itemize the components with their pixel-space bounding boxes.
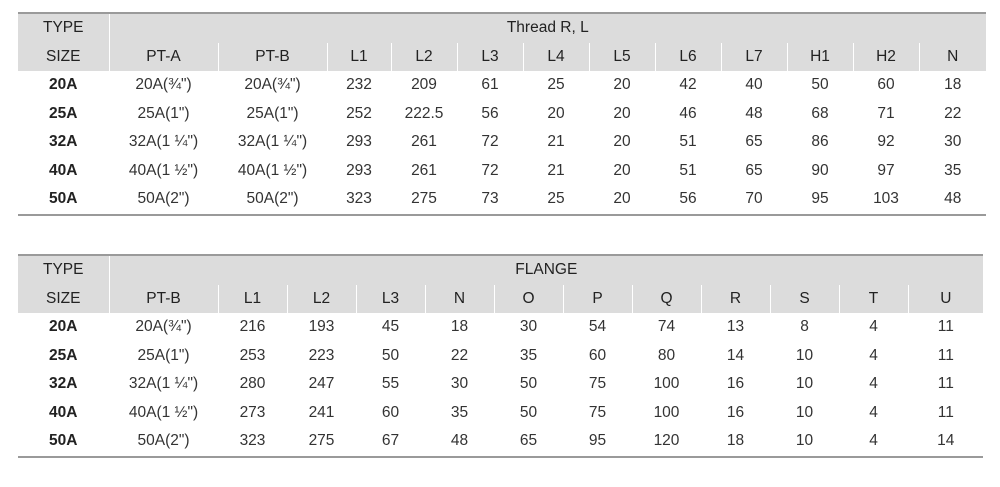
value-cell: 20 bbox=[589, 185, 655, 215]
type-header-row bbox=[18, 255, 983, 285]
value-cell: 32A(1 ¼") bbox=[109, 370, 218, 399]
value-cell: 4 bbox=[839, 313, 908, 342]
size-label: SIZE bbox=[18, 285, 109, 314]
column-header: L3 bbox=[356, 285, 425, 314]
value-cell: 42 bbox=[655, 71, 721, 100]
size-cell: 25A bbox=[49, 104, 78, 122]
table-row bbox=[18, 370, 983, 399]
value-cell: 232 bbox=[327, 71, 391, 100]
value-cell: 40A(1 ½") bbox=[109, 157, 218, 186]
column-header: P bbox=[563, 285, 632, 314]
table-row bbox=[18, 71, 986, 100]
value-cell: 4 bbox=[839, 399, 908, 428]
value-cell: 56 bbox=[457, 100, 523, 129]
value-cell: 60 bbox=[853, 71, 919, 100]
value-cell: 30 bbox=[425, 370, 494, 399]
column-header: S bbox=[770, 285, 839, 314]
value-cell: 75 bbox=[563, 399, 632, 428]
column-header: L7 bbox=[721, 43, 787, 72]
value-cell: 51 bbox=[655, 157, 721, 186]
value-cell: 11 bbox=[908, 342, 983, 371]
value-cell: 21 bbox=[523, 128, 589, 157]
value-cell: 32A(1 ¼") bbox=[218, 128, 327, 157]
size-cell: 40A bbox=[49, 403, 78, 421]
thread-spec-table bbox=[18, 12, 986, 216]
size-cell: 25A bbox=[49, 346, 78, 364]
value-cell: 10 bbox=[770, 370, 839, 399]
value-cell: 80 bbox=[632, 342, 701, 371]
value-cell: 4 bbox=[839, 370, 908, 399]
value-cell: 48 bbox=[721, 100, 787, 129]
column-header: R bbox=[701, 285, 770, 314]
value-cell: 65 bbox=[494, 427, 563, 457]
value-cell: 65 bbox=[721, 128, 787, 157]
size-cell: 32A bbox=[49, 133, 78, 151]
value-cell: 65 bbox=[721, 157, 787, 186]
value-cell: 50 bbox=[494, 370, 563, 399]
value-cell: 90 bbox=[787, 157, 853, 186]
value-cell: 51 bbox=[655, 128, 721, 157]
column-header: H1 bbox=[787, 43, 853, 72]
value-cell: 25A(1") bbox=[218, 100, 327, 129]
value-cell: 48 bbox=[919, 185, 986, 215]
table-row bbox=[18, 342, 983, 371]
size-cell: 20A bbox=[49, 318, 78, 336]
table-row bbox=[18, 128, 986, 157]
value-cell: 16 bbox=[701, 399, 770, 428]
value-cell: 10 bbox=[770, 427, 839, 457]
column-header: U bbox=[908, 285, 983, 314]
value-cell: 35 bbox=[425, 399, 494, 428]
type-label: TYPE bbox=[18, 13, 109, 43]
size-label: SIZE bbox=[18, 43, 109, 72]
size-cell: 40A bbox=[49, 161, 78, 179]
value-cell: 74 bbox=[632, 313, 701, 342]
value-cell: 97 bbox=[853, 157, 919, 186]
type-label: TYPE bbox=[18, 255, 109, 285]
table-row bbox=[18, 157, 986, 186]
column-header: L3 bbox=[457, 43, 523, 72]
value-cell: 72 bbox=[457, 157, 523, 186]
value-cell: 22 bbox=[425, 342, 494, 371]
column-header: PT-A bbox=[109, 43, 218, 72]
column-header: PT-B bbox=[109, 285, 218, 314]
value-cell: 61 bbox=[457, 71, 523, 100]
value-cell: 20 bbox=[589, 100, 655, 129]
type-header-row bbox=[18, 13, 986, 43]
value-cell: 11 bbox=[908, 370, 983, 399]
column-header: L1 bbox=[327, 43, 391, 72]
column-header: L2 bbox=[391, 43, 457, 72]
flange-spec-table bbox=[18, 254, 983, 458]
value-cell: 20 bbox=[589, 128, 655, 157]
value-cell: 103 bbox=[853, 185, 919, 215]
value-cell: 60 bbox=[356, 399, 425, 428]
value-cell: 25 bbox=[523, 185, 589, 215]
column-header: Q bbox=[632, 285, 701, 314]
value-cell: 18 bbox=[701, 427, 770, 457]
value-cell: 25 bbox=[523, 71, 589, 100]
value-cell: 35 bbox=[494, 342, 563, 371]
value-cell: 72 bbox=[457, 128, 523, 157]
value-cell: 247 bbox=[287, 370, 356, 399]
column-header: T bbox=[839, 285, 908, 314]
value-cell: 275 bbox=[391, 185, 457, 215]
value-cell: 86 bbox=[787, 128, 853, 157]
value-cell: 95 bbox=[787, 185, 853, 215]
column-header: N bbox=[919, 43, 986, 72]
column-header: L4 bbox=[523, 43, 589, 72]
value-cell: 14 bbox=[701, 342, 770, 371]
table-row bbox=[18, 399, 983, 428]
value-cell: 40A(1 ½") bbox=[218, 157, 327, 186]
value-cell: 70 bbox=[721, 185, 787, 215]
size-cell: 20A bbox=[49, 76, 78, 94]
value-cell: 252 bbox=[327, 100, 391, 129]
value-cell: 293 bbox=[327, 128, 391, 157]
table-row bbox=[18, 185, 986, 215]
value-cell: 48 bbox=[425, 427, 494, 457]
column-header: L6 bbox=[655, 43, 721, 72]
value-cell: 14 bbox=[908, 427, 983, 457]
value-cell: 25A(1") bbox=[109, 342, 218, 371]
value-cell: 20A(¾") bbox=[218, 71, 327, 100]
value-cell: 75 bbox=[563, 370, 632, 399]
value-cell: 222.5 bbox=[391, 100, 457, 129]
value-cell: 8 bbox=[770, 313, 839, 342]
value-cell: 273 bbox=[218, 399, 287, 428]
value-cell: 50 bbox=[494, 399, 563, 428]
size-cell: 50A bbox=[18, 185, 109, 215]
type-value: Thread R, L bbox=[109, 13, 986, 43]
column-header: PT-B bbox=[218, 43, 327, 72]
column-header: L1 bbox=[218, 285, 287, 314]
value-cell: 50A(2") bbox=[218, 185, 327, 215]
value-cell: 13 bbox=[701, 313, 770, 342]
value-cell: 55 bbox=[356, 370, 425, 399]
value-cell: 10 bbox=[770, 342, 839, 371]
value-cell: 50 bbox=[356, 342, 425, 371]
size-cell: 50A bbox=[18, 427, 109, 457]
value-cell: 216 bbox=[218, 313, 287, 342]
value-cell: 100 bbox=[632, 399, 701, 428]
value-cell: 32A(1 ¼") bbox=[109, 128, 218, 157]
value-cell: 11 bbox=[908, 399, 983, 428]
value-cell: 40A(1 ½") bbox=[109, 399, 218, 428]
value-cell: 261 bbox=[391, 157, 457, 186]
value-cell: 241 bbox=[287, 399, 356, 428]
value-cell: 45 bbox=[356, 313, 425, 342]
column-header: L2 bbox=[287, 285, 356, 314]
value-cell: 100 bbox=[632, 370, 701, 399]
value-cell: 22 bbox=[919, 100, 986, 129]
table-row bbox=[18, 100, 986, 129]
value-cell: 71 bbox=[853, 100, 919, 129]
value-cell: 4 bbox=[839, 342, 908, 371]
value-cell: 21 bbox=[523, 157, 589, 186]
value-cell: 20A(¾") bbox=[109, 313, 218, 342]
value-cell: 50A(2") bbox=[109, 427, 218, 457]
value-cell: 60 bbox=[563, 342, 632, 371]
value-cell: 280 bbox=[218, 370, 287, 399]
value-cell: 56 bbox=[655, 185, 721, 215]
value-cell: 11 bbox=[908, 313, 983, 342]
column-header: L5 bbox=[589, 43, 655, 72]
value-cell: 67 bbox=[356, 427, 425, 457]
value-cell: 193 bbox=[287, 313, 356, 342]
column-header: N bbox=[425, 285, 494, 314]
value-cell: 120 bbox=[632, 427, 701, 457]
value-cell: 50A(2") bbox=[109, 185, 218, 215]
value-cell: 253 bbox=[218, 342, 287, 371]
value-cell: 20 bbox=[523, 100, 589, 129]
value-cell: 46 bbox=[655, 100, 721, 129]
column-header-row bbox=[18, 285, 983, 314]
table-row bbox=[18, 313, 983, 342]
value-cell: 16 bbox=[701, 370, 770, 399]
value-cell: 30 bbox=[919, 128, 986, 157]
value-cell: 261 bbox=[391, 128, 457, 157]
value-cell: 323 bbox=[327, 185, 391, 215]
value-cell: 35 bbox=[919, 157, 986, 186]
column-header: O bbox=[494, 285, 563, 314]
value-cell: 18 bbox=[919, 71, 986, 100]
value-cell: 20A(¾") bbox=[109, 71, 218, 100]
value-cell: 40 bbox=[721, 71, 787, 100]
value-cell: 18 bbox=[425, 313, 494, 342]
value-cell: 20 bbox=[589, 157, 655, 186]
value-cell: 54 bbox=[563, 313, 632, 342]
column-header-row bbox=[18, 43, 986, 72]
value-cell: 95 bbox=[563, 427, 632, 457]
value-cell: 323 bbox=[218, 427, 287, 457]
value-cell: 209 bbox=[391, 71, 457, 100]
value-cell: 68 bbox=[787, 100, 853, 129]
table-row bbox=[18, 427, 983, 457]
value-cell: 223 bbox=[287, 342, 356, 371]
value-cell: 50 bbox=[787, 71, 853, 100]
size-cell: 32A bbox=[49, 375, 78, 393]
value-cell: 10 bbox=[770, 399, 839, 428]
value-cell: 30 bbox=[494, 313, 563, 342]
value-cell: 92 bbox=[853, 128, 919, 157]
value-cell: 4 bbox=[839, 427, 908, 457]
type-value: FLANGE bbox=[109, 255, 983, 285]
value-cell: 73 bbox=[457, 185, 523, 215]
value-cell: 25A(1") bbox=[109, 100, 218, 129]
value-cell: 275 bbox=[287, 427, 356, 457]
value-cell: 293 bbox=[327, 157, 391, 186]
value-cell: 20 bbox=[589, 71, 655, 100]
column-header: H2 bbox=[853, 43, 919, 72]
